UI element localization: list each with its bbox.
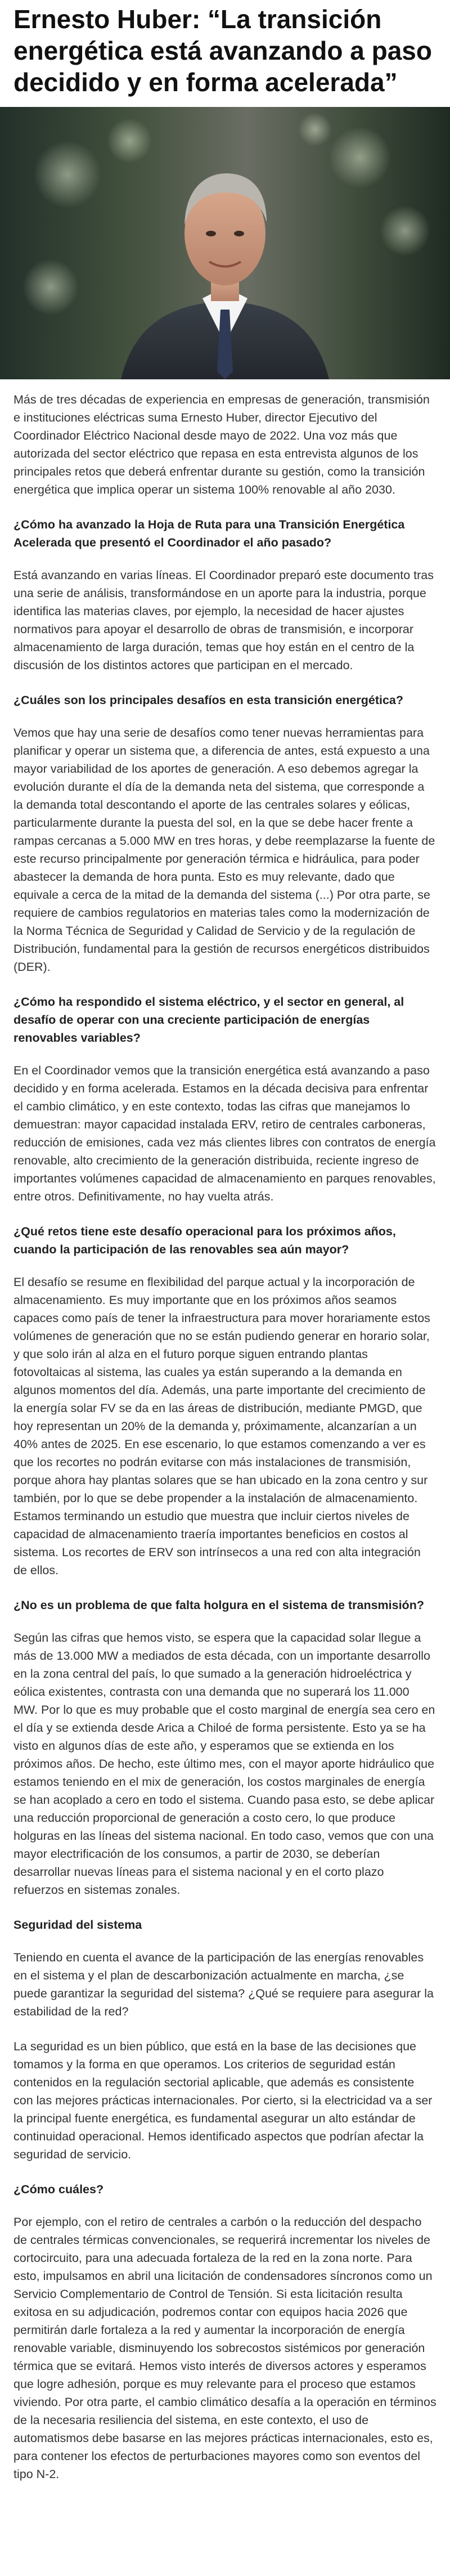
question-3: ¿Cómo ha respondido el sistema eléctrico, y el sector en general, al desafío de operar con una creciente participación de energías renovables variables? bbox=[14, 995, 404, 1045]
hero-photo bbox=[0, 107, 450, 379]
question-1: ¿Cómo ha avanzado la Hoja de Ruta para una Transición Energética Acelerada que presentó el Coordinador el año pasado? bbox=[14, 518, 405, 549]
article-body bbox=[0, 379, 450, 2483]
portrait-illustration bbox=[0, 107, 450, 379]
intro-paragraph: Más de tres décadas de experiencia en empresas de generación, transmisión e instituciones eléctricas suma Ernesto Huber, director Ejecutivo del Coordinador Eléctrico Nacional desde mayo de 2022. Una voz más que autorizada del sector eléctrico que repasa en esta entrevista algunos de los principales retos que deberá enfrentar durante su gestión, como la transición energética que implica operar un sistema 100% renovable al año 2030. bbox=[14, 393, 430, 496]
question-4: ¿Qué retos tiene este desafío operacional para los próximos años, cuando la participación de las renovables sea aún mayor? bbox=[14, 1225, 396, 1256]
section-heading-seguridad: Seguridad del sistema bbox=[14, 1918, 142, 1932]
answer-5: Según las cifras que hemos visto, se espera que la capacidad solar llegue a más de 13.000 MW a mediados de esta década, con un importante desarrollo en la zona central del país, lo que sumado a la generación hidroeléctrica y eólica existentes, contrasta con una demanda que no superará los 11.000 MW. Por lo que es muy probable que el costo marginal de energía sea cero en el día y se extienda desde Arica a Chiloé de forma persistente. Esto ya se ha visto en algunos días de este año, y esperamos que se extienda en los próximos años. De hecho, este último mes, con el mayor aporte hidráulico que estamos teniendo en el mix de generación, los costos marginales de energía se han acoplado a cero en todo el sistema. Cuando pasa esto, se debe aplicar una reducción proporcional de generación a costo cero, lo que produce holguras en las líneas del sistema nacional. En todo caso, vemos que con una mayor electrificación de los consumos, a partir de 2030, se deberían desarrollar nuevas líneas para el sistema nacional y en el corto plazo refuerzos en sistemas zonales. bbox=[14, 1631, 435, 1897]
question-5: ¿No es un problema de que falta holgura en el sistema de transmisión? bbox=[14, 1598, 424, 1612]
answer-4: El desafío se resume en flexibilidad del parque actual y la incorporación de almacenamiento. Es muy importante que en los próximos años seamos capaces como país de tener la infraestructura para mover horariamente estos volúmenes de generación que no se están pudiendo generar en horario solar, y que solo irán al alza en el futuro porque siguen entrando plantas fotovoltaicas al sistema, las cuales ya están superando a la demanda en algunos momentos del día. Además, una parte importante del crecimiento de la energía solar FV se da en las áreas de distribución, mediante PMGD, que hoy representan un 20% de la demanda y, próximamente, alcanzarían a un 40% antes de 2025. En ese escenario, lo que estamos comenzando a ver es que los recortes no podrán evitarse con más instalaciones de transmisión, porque ahora hay plantas solares que se han ubicado en la zona centro y sur también, por lo que se debe propender a la instalación de almacenamiento. Estamos terminando un estudio que muestra que incluir ciertos niveles de capacidad de almacenamiento traería importantes beneficios en costos al sistema. Los recortes de ERV son intrínsecos a una red con alta integración de ellos. bbox=[14, 1275, 430, 1577]
answer-6: Por ejemplo, con el retiro de centrales a carbón o la reducción del despacho de centrales térmicas convencionales, se requerirá incrementar los niveles de cortocircuito, para una adecuada fortaleza de la red en la zona norte. Para esto, impulsamos en abril una licitación de condensadores síncronos como un Servicio Complementario de Control de Tensión. Si esta licitación resulta exitosa en su adjudicación, podremos contar con equipos hacia 2026 que permitirán darle fortaleza a la red y aumentar la incorporación de energía renovable variable, disminuyendo los sobrecostos sistémicos por generación térmica que se evitará. Hemos visto interés de diversos actores y esperamos que logre adhesión, porque es muy relevante para el proceso que estamos viviendo. Por otra parte, el cambio climático desafía a la operación en términos de la necesaria resiliencia del sistema, en este contexto, el uso de automatismos debe basarse en las mejores prácticas internacionales, esto es, para contener los efectos de perturbaciones mayores como son eventos del tipo N-2. bbox=[14, 2215, 436, 2481]
question-6: ¿Cómo cuáles? bbox=[14, 2183, 104, 2196]
answer-3: En el Coordinador vemos que la transición energética está avanzando a paso decidido y en forma acelerada. Estamos en la década decisiva para enfrentar el cambio climático, y en este contexto, todas las cifras que manejamos lo demuestran: mayor capacidad instalada ERV, retiro de centrales carboneras, reducción de emisiones, cada vez más clientes libres con contratos de energía renovable, alto crecimiento de la generación distribuida, reciente ingreso de importantes volúmenes capacidad de almacenamiento en parques renovables, entre otros. Definitivamente, no hay vuelta atrás. bbox=[14, 1064, 436, 1203]
section-1-answer: La seguridad es un bien público, que está en la base de las decisiones que tomamos y la forma en que operamos. Los criterios de seguridad están contenidos en la regulación sectorial aplicable, que además es consistente con las mejores prácticas internacionales. Por cierto, si la electricidad va a ser la principal fuente energética, es fundamental asegurar un alto estándar de continuidad operacional. Hemos identificado aspectos que podrían afectar la seguridad de servicio. bbox=[14, 2040, 433, 2161]
answer-1: Está avanzando en varias líneas. El Coordinador preparó este documento tras una serie de análisis, transformándose en un aporte para la industria, porque identifica las materias claves, por ejemplo, la necesidad de hacer ajustes normativos para apoyar el desarrollo de obras de transmisión, e incorporar almacenamiento de larga duración, temas que hoy están en el centro de la discusión de los distintos actores que participan en el mercado. bbox=[14, 568, 434, 672]
question-2: ¿Cuáles son los principales desafíos en esta transición energética? bbox=[14, 693, 404, 707]
article-title: Ernesto Huber: “La transición energética está avanzando a paso decidido y en forma acelerada” bbox=[14, 5, 432, 97]
answer-2: Vemos que hay una serie de desafíos como tener nuevas herramientas para planificar y operar un sistema que, a diferencia de antes, está expuesto a una mayor variabilidad de los aportes de generación. A eso debemos agregar la evolución durante el día de la demanda neta del sistema, que corresponde a la demanda total descontando el aporte de las centrales solares y eólicas, particularmente durante la puesta del sol, en la que se debe hacer frente a rampas cercanas a 5.000 MW en tres horas, y debe reemplazarse la fuente de este recurso principalmente por generación térmica e hidráulica, para poder abastecer la demanda de hora punta. Esto es muy relevante, dado que equivale a cerca de la mitad de la demanda del sistema (...) Por otra parte, se requiere de cambios regulatorios en materias tales como la modernización de la Norma Técnica de Seguridad y Calidad de Servicio y de la regulación de Distribución, fundamental para la gestión de recursos energéticos distribuidos (DER). bbox=[14, 726, 435, 974]
section-1-question: Teniendo en cuenta el avance de la participación de las energías renovables en el sistema y el plan de descarbonización actualmente en marcha, ¿se puede garantizar la seguridad del sistema? ¿Qué se requiere para asegurar la estabilidad de la red? bbox=[14, 1951, 434, 2018]
